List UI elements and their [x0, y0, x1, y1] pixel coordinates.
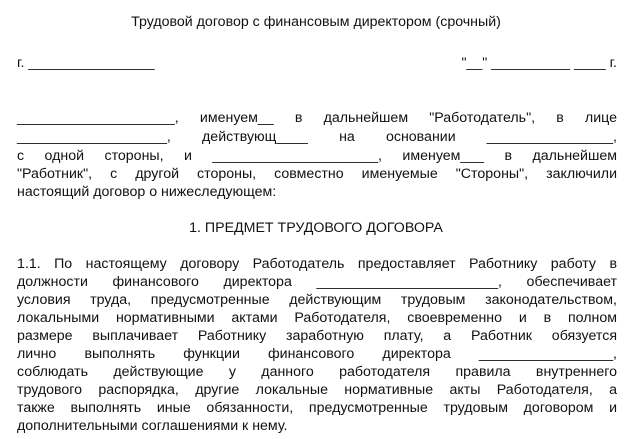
date-field: "__" __________ ____ г. — [461, 55, 617, 71]
clause-line: также выполнять иные обязанности, предусмотренные трудовым договором и — [17, 400, 617, 416]
preamble-line: ____________________, именуем__ в дальнейшем "Работодатель", в лице — [17, 110, 617, 126]
section-heading: 1. ПРЕДМЕТ ТРУДОВОГО ДОГОВОРА — [189, 220, 443, 236]
clause-line: лично выполнять функции финансового директора _________________, — [17, 346, 617, 362]
clause-line: трудового распорядка, другие локальные нормативные акты Работодателя, а — [17, 382, 617, 398]
clause-line: дополнительными соглашениями к нему. — [17, 418, 288, 434]
preamble-line: с одной стороны, и _____________________, именуем___ в дальнейшем — [17, 148, 617, 164]
clause-line: локальными нормативными актами Работодателя, своевременно и в полном — [17, 310, 617, 326]
document-title: Трудовой договор с финансовым директором (срочный) — [131, 14, 501, 30]
clause-line: соблюдать действующие у данного работодателя правила внутреннего — [17, 364, 617, 380]
clause-line: размере выплачивает Работнику заработную плату, а Работник обязуется — [17, 328, 617, 344]
clause-line: 1.1. По настоящему договору Работодатель предоставляет Работнику работу в — [17, 256, 617, 272]
clause-line: условия труда, предусмотренные действующим трудовым законодательством, — [17, 292, 617, 308]
preamble-line: ___________________, действующ____ на основании ________________, — [17, 129, 617, 145]
preamble-line: настоящий договор о нижеследующем: — [17, 184, 277, 200]
place-field: г. ________________ — [17, 55, 155, 71]
preamble-line: "Работник", с другой стороны, совместно именуемые "Стороны", заключили — [17, 166, 617, 182]
clause-line: должности финансового директора _______________________, обеспечивает — [17, 274, 617, 290]
